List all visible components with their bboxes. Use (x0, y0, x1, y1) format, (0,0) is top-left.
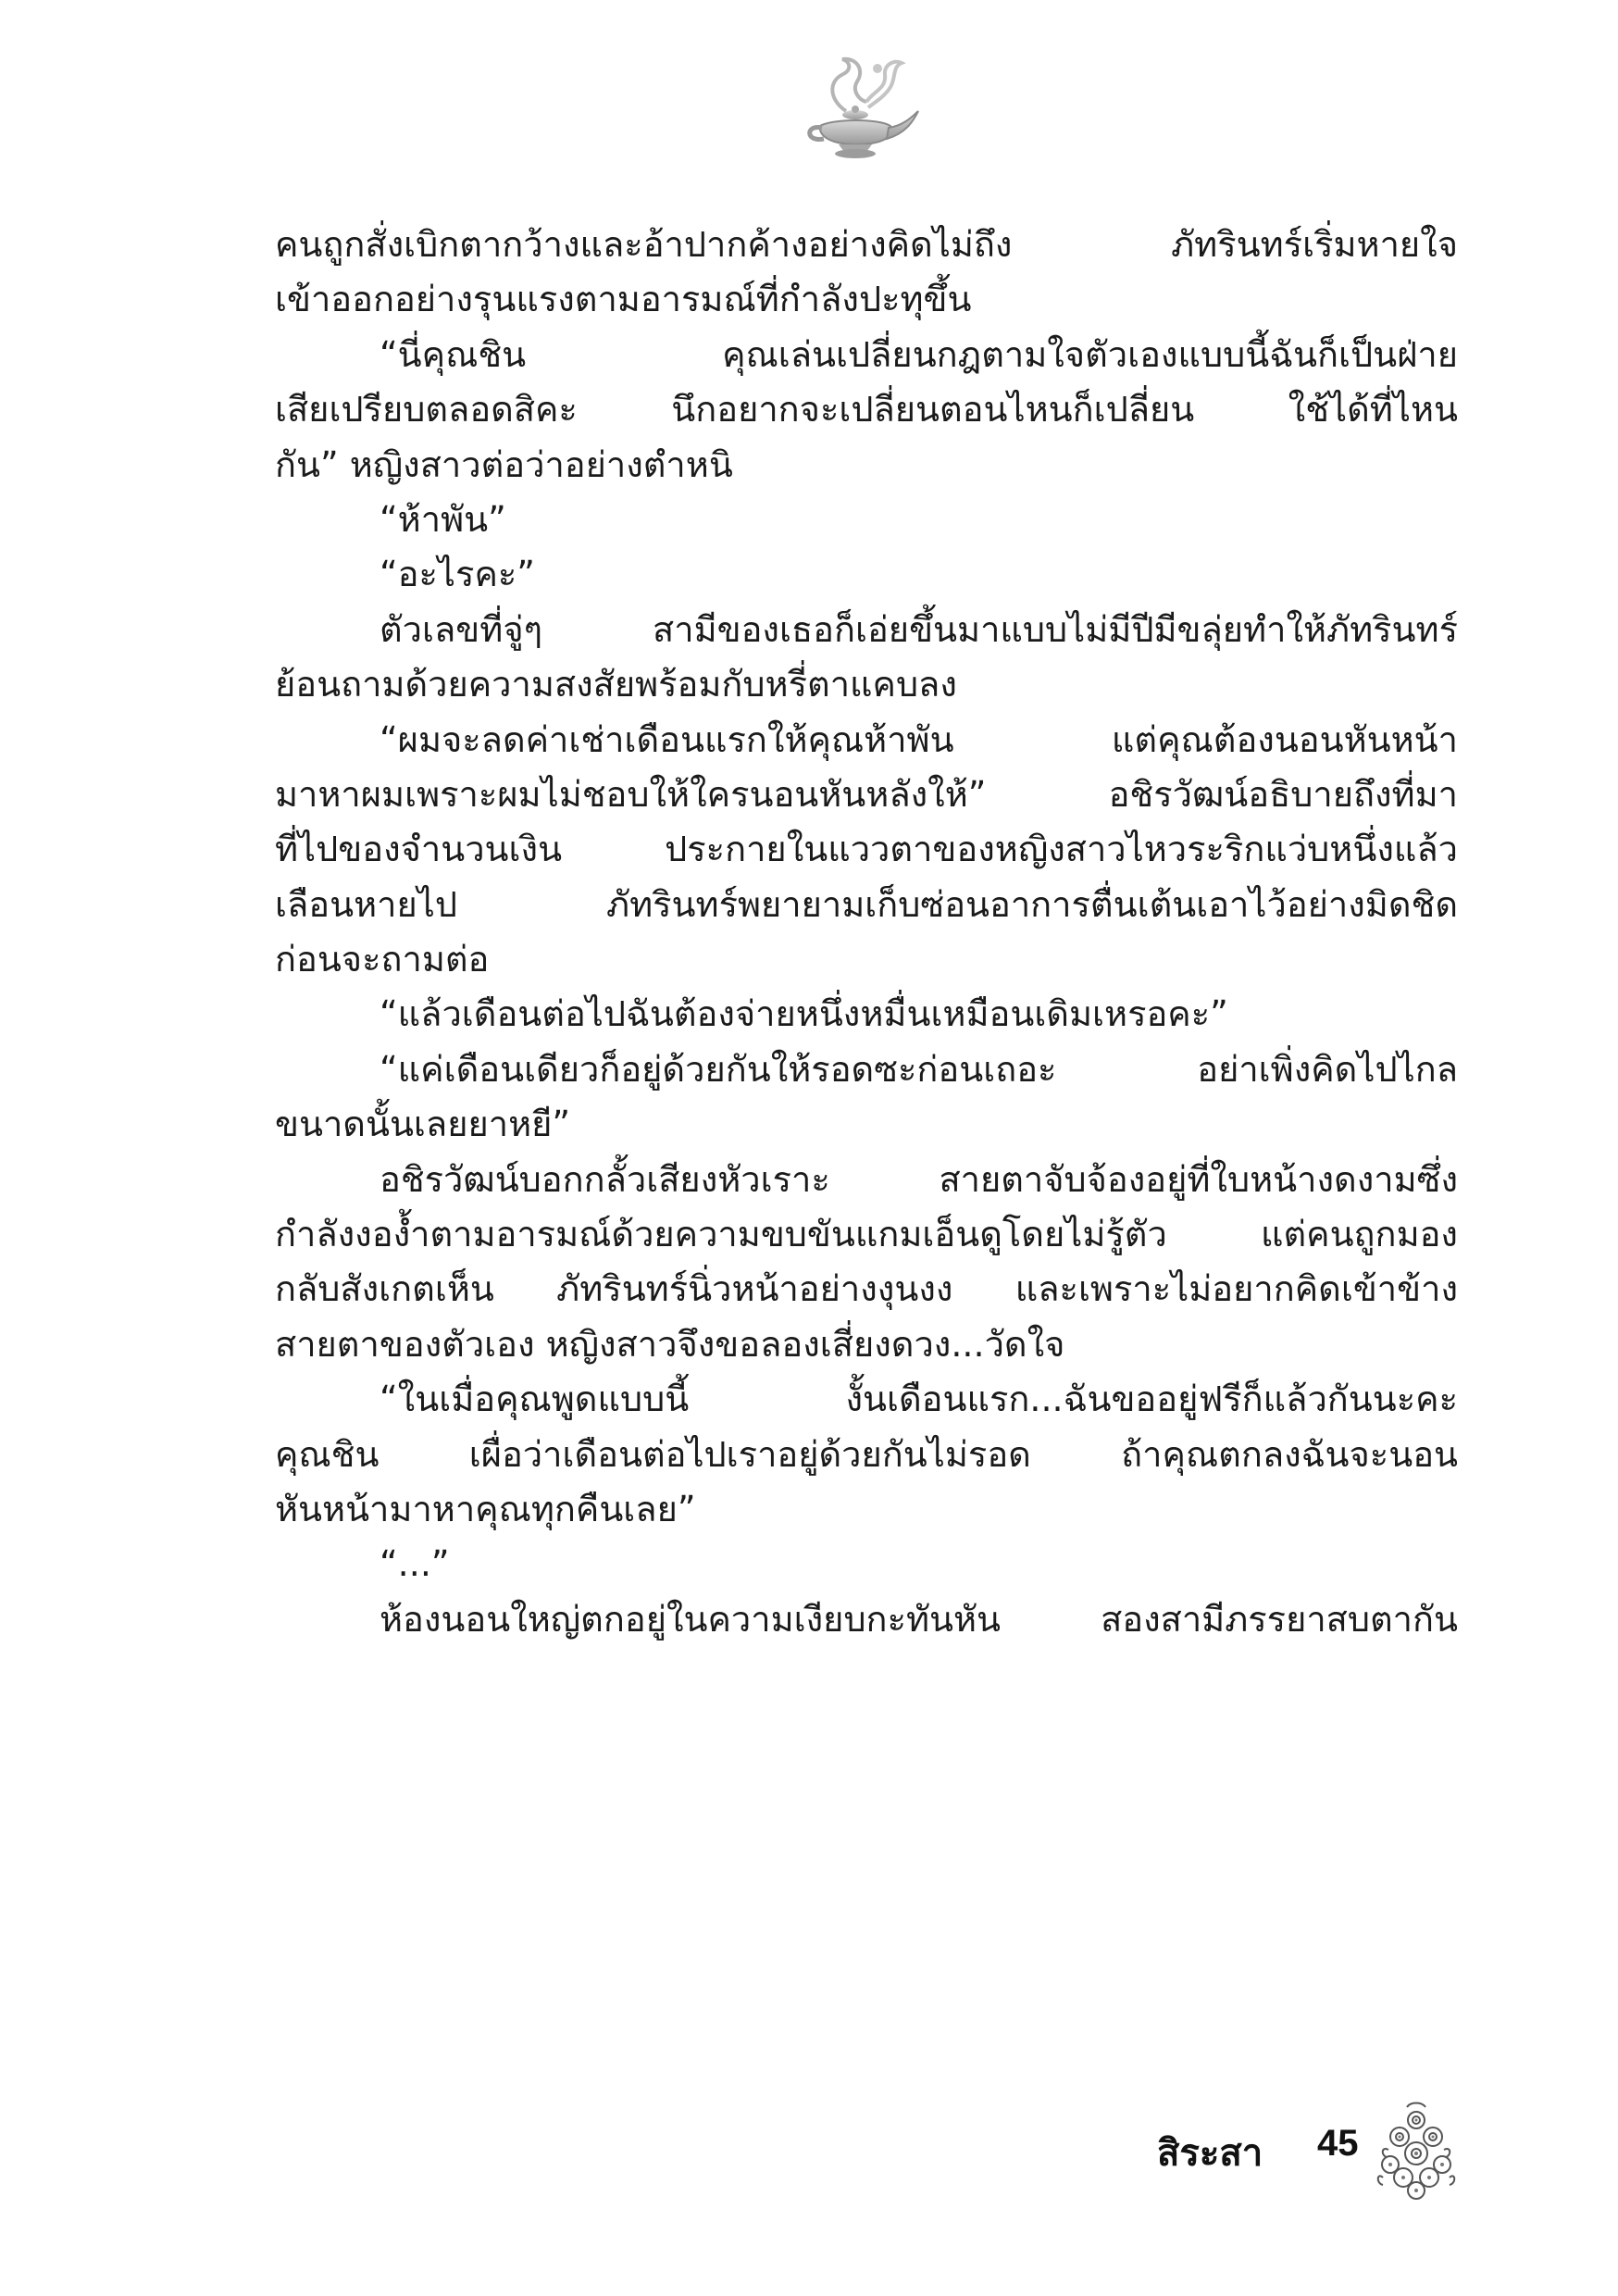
text-line: กำลังงอง้ำตามอารมณ์ด้วยความขบขันแกมเอ็นดูโดยไม่รู้ตัว แต่คนถูกมอง (275, 1214, 1458, 1255)
text-line: ย้อนถามด้วยความสงสัยพร้อมกับหรี่ตาแคบลง (275, 664, 957, 705)
page-footer (1055, 2100, 1462, 2211)
text-line: “แล้วเดือนต่อไปฉันต้องจ่ายหนึ่งหมื่นเหมือนเดิมเหรอคะ” (380, 993, 1228, 1035)
genie-lamp-icon (802, 54, 922, 165)
text-line: มาหาผมเพราะผมไม่ชอบให้ใครนอนหันหลังให้” อชิรวัฒน์อธิบายถึงที่มา (275, 773, 1458, 815)
text-line: “แค่เดือนเดียวก็อยู่ด้วยกันให้รอดซะก่อนเถอะ อย่าเพิ่งคิดไปไกล (380, 1048, 1458, 1090)
story-text (275, 218, 1458, 1647)
text-line: “นี่คุณชิน คุณเล่นเปลี่ยนกฎตามใจตัวเองแบบนี้ฉันก็เป็นฝ่าย (380, 333, 1458, 375)
text-line: ตัวเลขที่จู่ๆ สามีของเธอก็เอ่ยขึ้นมาแบบไม่มีปีมีขลุ่ยทำให้ภัทรินทร์ (380, 608, 1458, 650)
text-line: ขนาดนั้นเลยยาหยี” (275, 1104, 571, 1145)
text-line: อชิรวัฒน์บอกกลั้วเสียงหัวเราะ สายตาจับจ้องอยู่ที่ใบหน้างดงามซึ่ง (380, 1158, 1458, 1200)
text-line: ก่อนจะถามต่อ (275, 939, 490, 980)
page-number: 45 (1317, 2123, 1359, 2164)
text-line: กัน” หญิงสาวต่อว่าอย่างตำหนิ (275, 443, 733, 485)
text-line: สายตาของตัวเอง หญิงสาวจึงขอลองเสี่ยงดวง...วัดใจ (275, 1323, 1065, 1365)
text-line: คุณชิน เผื่อว่าเดือนต่อไปเราอยู่ด้วยกันไม่รอด ถ้าคุณตกลงฉันจะนอน (275, 1433, 1458, 1475)
text-line: เสียเปรียบตลอดสิคะ นึกอยากจะเปลี่ยนตอนไหนก็เปลี่ยน ใช้ได้ที่ไหน (275, 389, 1458, 430)
text-line: “ห้าพัน” (380, 498, 506, 540)
text-line: หันหน้ามาหาคุณทุกคืนเลย” (275, 1488, 696, 1529)
text-line: ห้องนอนใหญ่ตกอยู่ในความเงียบกะทันหัน สองสามีภรรยาสบตากัน (380, 1598, 1458, 1640)
text-line: เข้าออกอย่างรุนแรงตามอารมณ์ที่กำลังปะทุขึ้น (275, 279, 972, 320)
text-line: “...” (380, 1543, 450, 1585)
text-line: เลือนหายไป ภัทรินทร์พยายามเก็บซ่อนอาการตื่นเต้นเอาไว้อย่างมิดชิด (275, 883, 1458, 925)
text-line: กลับสังเกตเห็น ภัทรินทร์นิ่วหน้าอย่างงุนงง และเพราะไม่อยากคิดเข้าข้าง (275, 1268, 1458, 1310)
text-line: คนถูกสั่งเบิกตากว้างและอ้าปากค้างอย่างคิดไม่ถึง ภัทรินทร์เริ่มหายใจ (275, 224, 1458, 265)
book-title: สิระสา (1157, 2132, 1263, 2175)
text-line: “ผมจะลดค่าเช่าเดือนแรกให้คุณห้าพัน แต่คุณต้องนอนหันหน้า (380, 718, 1458, 760)
flower-bouquet-icon (1370, 2100, 1462, 2206)
text-line: ที่ไปของจำนวนเงิน ประกายในแววตาของหญิงสาวไหวระริกแว่บหนึ่งแล้ว (275, 829, 1458, 870)
text-line: “อะไรคะ” (380, 554, 535, 595)
text-line: “ในเมื่อคุณพูดแบบนี้ งั้นเดือนแรก...ฉันขออยู่ฟรีก็แล้วกันนะคะ (380, 1379, 1458, 1420)
